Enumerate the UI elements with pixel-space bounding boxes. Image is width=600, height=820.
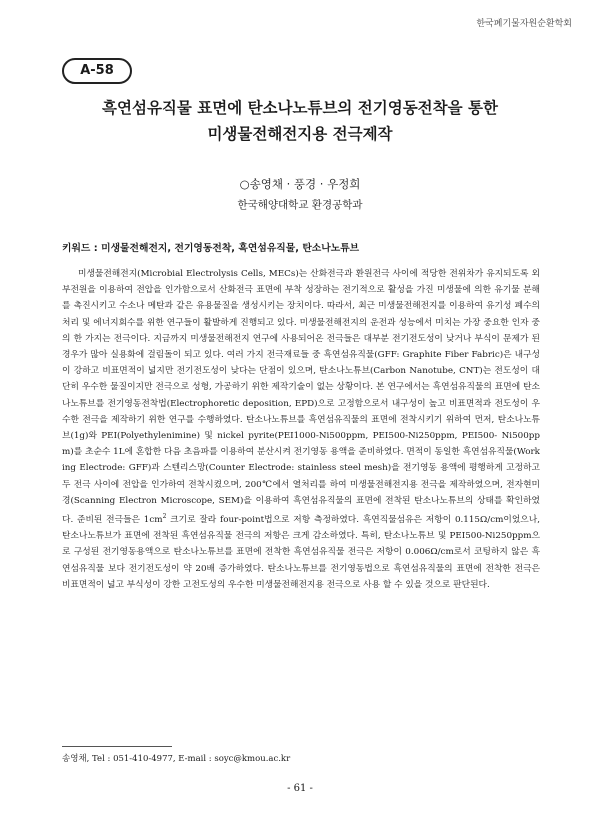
abstract-body (62, 266, 540, 593)
session-badge: A-58 (62, 58, 132, 84)
title-line-1: 흑연섬유직물 표면에 탄소나노튜브의 전기영동전착을 통한 (102, 99, 498, 117)
page-number: - 61 - (287, 783, 313, 794)
footnote: 송영채, Tel : 051-410-4977, E-mail : soyc@kmou.ac.kr (62, 754, 291, 764)
superscript-2: 2 (162, 513, 167, 521)
keywords: 키워드 : 미생물전해전지, 전기영동전착, 흑연섬유직물, 탄소나노튜브 (62, 243, 360, 254)
paper-title (40, 95, 560, 147)
footnote-divider (62, 746, 172, 747)
abstract-text-part2: 크기로 잘라 four-point법으로 저항 측정하였다. 흑연직물섬유은 저항이 0.115Ω/cm이었으나, 탄소나노튜브가 표면에 전착된 흑연섬유직물 전극의 저항은 크게 감소하였다. 특히, 탄소나노튜브 및 PEI500-Ni250ppm으로 구성된 전기영동용액으로 탄소나노튜브를 표면에 전착한 흑연섬유직물 전극은 저항이 0.006Ω/cm로서 코팅하지 않은 흑연섬유직물 보다 전기전도성이 약 20배 증가하였다. 탄소나노튜브를 전기영동법으로 흑연섬유직물의 표면에 전착한 전극은 비표면적이 넓고 부식성이 강한 고전도성의 우수한 미생물전해전지용 전극으로 사용 할 수 있을 것으로 판단된다. (62, 514, 540, 590)
abstract-text-part1: 미생물전해전지(Microbial Electrolysis Cells, MECs)는 산화전극과 환원전극 사이에 적당한 전위차가 유지되도록 외부전원을 이용하여 전압을 인가함으로서 산화전극 표면에 부착 성장하는 전기적으로 활성을 가진 미생물에 의한 유기물 분해를 촉진시키고 수소나 메탄과 같은 유용물질을 생성시키는 장치이다. 따라서, 최근 미생물전해전지를 이용하여 유기성 폐수의 처리 및 에너지회수를 위한 연구들이 활발하게 진행되고 있다. 미생물전해전지의 운전과 성능에서 미치는 가장 중요한 인자 중의 한 가지는 전극이다. 지금까지 미생물전해전지 연구에 사용되어온 전극들은 대부분 전기전도성이 낮거나 부식이 문제가 된 경우가 많아 실용화에 걸림돌이 되고 있다. 여러 가지 전극재료들 중 흑연섬유직물(GFF: Graphite Fiber Fabric)은 내구성이 강하고 비표면적이 넓지만 전기전도성이 낮다는 단점이 있으며, 탄소나노튜브(Carbon Nanotube, CNT)는 전도성이 대단히 우수한 물질이지만 전극으로 성형, 가공하기 위한 제작기술이 없는 상황이다. 본 연구에서는 흑연섬유직물의 표면에 탄소나노튜브를 전기영동전착법(Electrophoretic deposition, EPD)으로 고정함으로서 내구성이 높고 비표면적과 전도성이 우수한 전극을 제작하기 위한 연구를 수행하였다. 탄소나노튜브를 흑연섬유직물의 표면에 전착시키기 위하여 먼저, 탄소나노튜브(1g)와 PEI(Polyethylenimine) 및 nickel pyrite(PEI1000-Ni500ppm, PEI500-Ni250ppm, PEI500- Ni500ppm)를 초순수 1L에 혼합한 다음 초음파를 이용하여 분산시켜 전기영동 용액을 준비하였다. 면적이 동일한 흑연섬유직물(Working Electrode: GFF)과 스텐리스망(Counter Electrode: stainless steel mesh)을 전기영동 용액에 평행하게 고정하고 두 전극 사이에 전압을 인가하여 전착시켰으며, 200℃에서 열처리를 하여 미생물전해전지용 전극을 제작하였으며, 전자현미경(Scanning Electron Microscope, SEM)을 이용하여 흑연섬유직물의 표면에 전착된 탄소나노튜브의 상태를 확인하였다. 준비된 전극들은 1cm (62, 269, 540, 525)
title-line-2: 미생물전해전지용 전극제작 (207, 125, 393, 143)
affiliation: 한국해양대학교 환경공학과 (237, 199, 363, 211)
authors: ○송영채 · 풍경 · 우정희 (239, 177, 361, 191)
society-name: 한국폐기물자원순환학회 (476, 19, 572, 29)
